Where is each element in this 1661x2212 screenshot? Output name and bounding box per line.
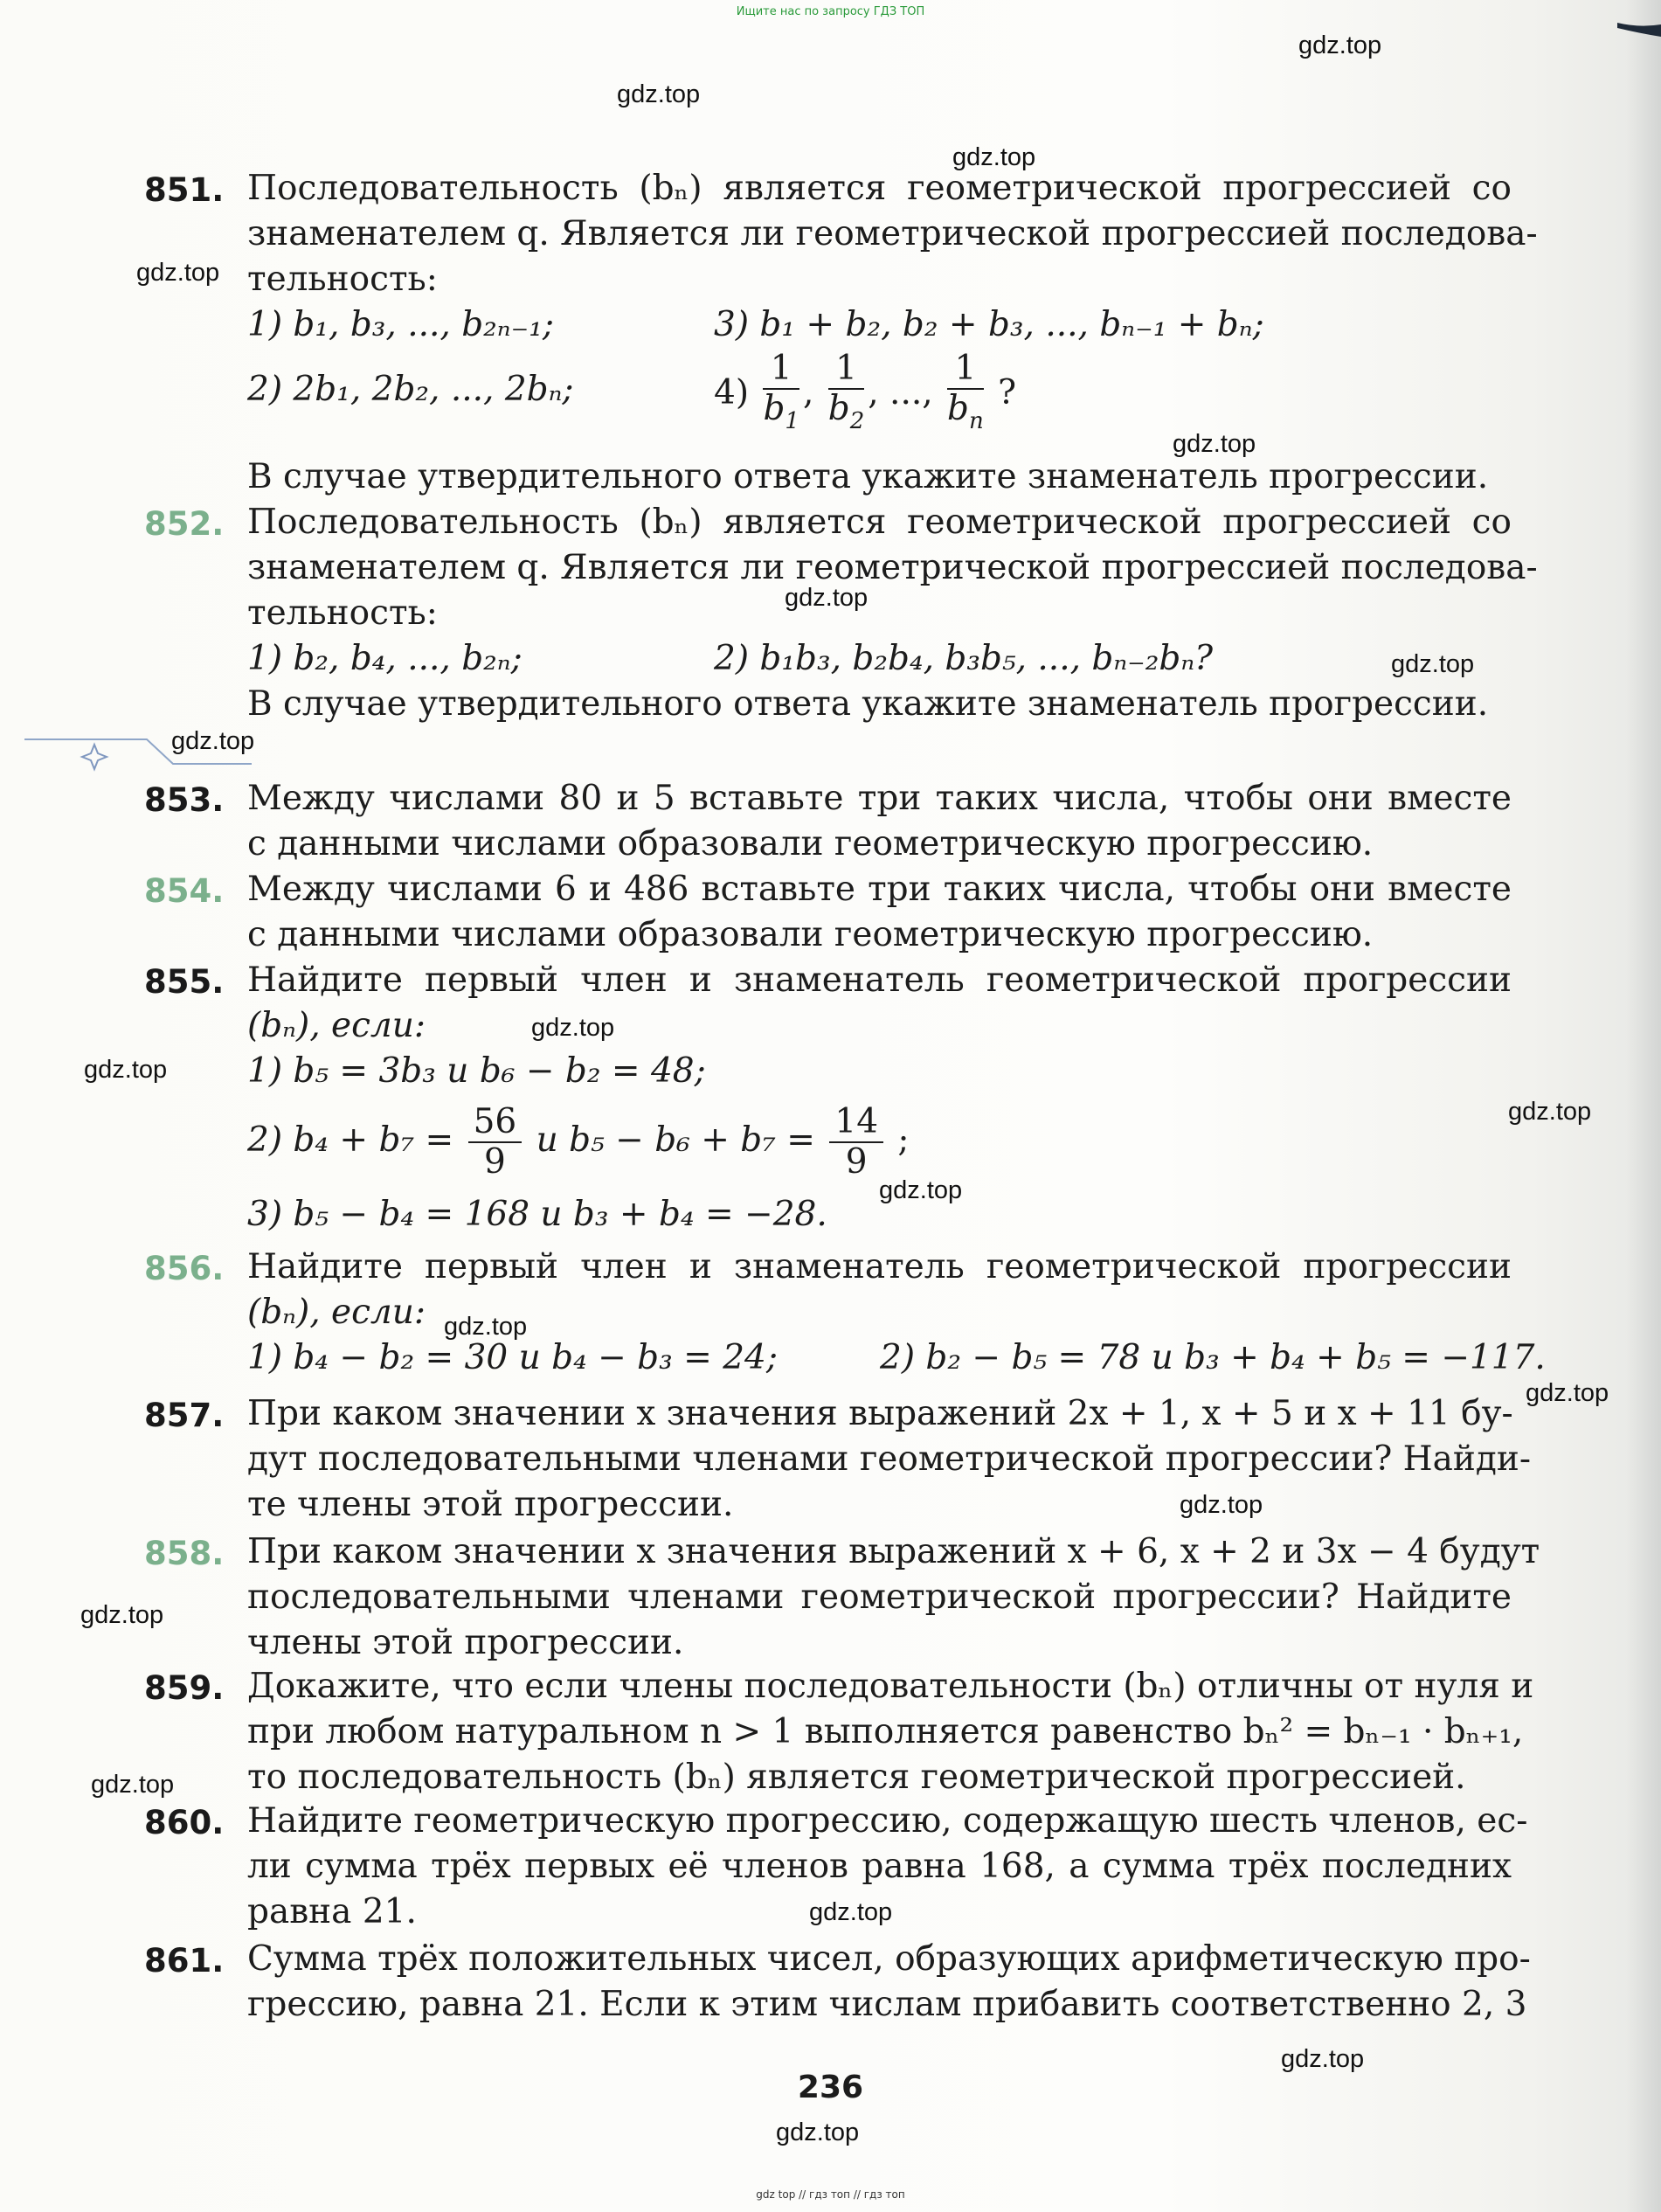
problem-text: В случае утвердительного ответа укажите знаменатель прогрессии.: [247, 684, 1489, 724]
watermark: gdz.top: [444, 1313, 528, 1341]
problem-text: знаменателем q. Является ли геометрической прогрессией последова-: [247, 214, 1538, 253]
problem-number: 854.: [144, 872, 225, 910]
option-2: [247, 1103, 910, 1182]
watermark: gdz.top: [785, 584, 869, 612]
book-spine-shadow: [1626, 0, 1661, 2212]
watermark: gdz.top: [171, 727, 255, 755]
denominator: 9: [845, 1142, 868, 1182]
fraction-1-b2: $\frac{1}{b_2}$: [827, 349, 865, 434]
watermark: gdz.top: [531, 1014, 615, 1042]
fraction-56-9: [468, 1103, 523, 1182]
fraction-1-bn: $\frac{1}{b_n}$: [947, 349, 984, 434]
watermark: gdz.top: [1180, 1491, 1263, 1519]
numerator: 56: [468, 1103, 523, 1143]
watermark: gdz.top: [617, 80, 701, 108]
watermark: gdz.top: [879, 1176, 963, 1204]
equation-part: и b₅ − b₆ + b₇ =: [536, 1120, 815, 1160]
option-2: 2) 2b₁, 2b₂, ..., 2bₙ;: [247, 370, 574, 409]
fraction-1-b1: $\frac{1}{b_1}$: [763, 349, 799, 434]
problem-text: При каком значении x значения выражений 2x + 1, x + 5 и x + 11 бу-: [247, 1394, 1513, 1433]
watermark: gdz.top: [952, 143, 1036, 171]
problem-number: 858.: [144, 1535, 225, 1572]
problem-text: при любом натуральном n > 1 выполняется равенство bₙ² = bₙ₋₁ · bₙ₊₁,: [247, 1712, 1524, 1751]
problem-text: Последовательность (bₙ) является геометрической прогрессией со: [247, 169, 1512, 208]
problem-text: с данными числами образовали геометрическую прогрессию.: [247, 824, 1374, 863]
problem-text: Найдите первый член и знаменатель геометрической прогрессии: [247, 960, 1512, 1000]
watermark: gdz.top: [1508, 1098, 1592, 1126]
watermark: gdz.top: [776, 2118, 860, 2146]
problem-text: ли сумма трёх первых её членов равна 168, а сумма трёх последних: [247, 1847, 1512, 1886]
problem-text: Найдите геометрическую прогрессию, содержащую шесть членов, ес-: [247, 1801, 1528, 1841]
denominator: 9: [483, 1142, 506, 1182]
option-2: 2) b₂ − b₅ = 78 и b₃ + b₄ + b₅ = −117.: [880, 1338, 1546, 1377]
problem-text: с данными числами образовали геометрическую прогрессию.: [247, 915, 1374, 954]
problem-text: В случае утвердительного ответа укажите знаменатель прогрессии.: [247, 457, 1489, 496]
problem-text: тельность:: [247, 593, 438, 633]
watermark: gdz.top: [1281, 2045, 1365, 2073]
problem-text: те члены этой прогрессии.: [247, 1485, 734, 1524]
option-4: 4) $\frac{1}{b_1}$ , $\frac{1}{b_2}$ , ..., $\frac{1}{b_n}$ ?: [714, 350, 1016, 440]
problem-text: равна 21.: [247, 1892, 417, 1931]
problem-number: 855.: [144, 963, 225, 1001]
fraction-14-9: [829, 1103, 883, 1182]
numerator: 14: [829, 1103, 883, 1143]
corner-mark-icon: [1609, 16, 1661, 42]
problem-text: При каком значении x значения выражений x + 6, x + 2 и 3x − 4 будут: [247, 1532, 1540, 1571]
option-1: 1) b₄ − b₂ = 30 и b₄ − b₃ = 24;: [247, 1338, 779, 1377]
problem-number: 852.: [144, 505, 225, 543]
problem-number: 861.: [144, 1942, 225, 1980]
problem-number: 859.: [144, 1669, 225, 1707]
problem-text: грессию, равна 21. Если к этим числам прибавить соответственно 2, 3: [247, 1985, 1527, 2024]
problem-text: члены этой прогрессии.: [247, 1623, 684, 1662]
problem-number: 857.: [144, 1397, 225, 1434]
problem-number: 853.: [144, 781, 225, 819]
option-1: 1) b₂, b₄, ..., b₂ₙ;: [247, 639, 523, 678]
watermark: gdz.top: [1298, 31, 1382, 59]
option-1: 1) b₁, b₃, ..., b₂ₙ₋₁;: [247, 305, 554, 344]
equation-part: ;: [897, 1120, 910, 1160]
problem-number: 860.: [144, 1804, 225, 1841]
question-mark: ?: [998, 373, 1017, 413]
problem-text: Между числами 80 и 5 вставьте три таких числа, чтобы они вместе: [247, 779, 1512, 818]
watermark: gdz.top: [136, 259, 220, 287]
top-banner[interactable]: Ищите нас по запросу ГДЗ ТОП: [736, 5, 925, 18]
problem-text: дут последовательными членами геометрической прогрессии? Найди-: [247, 1439, 1532, 1479]
problem-text: тельность:: [247, 260, 438, 299]
watermark: gdz.top: [91, 1771, 175, 1799]
option-label: 4): [714, 373, 750, 413]
watermark: gdz.top: [1526, 1379, 1609, 1407]
equation-part: 2) b₄ + b₇ =: [247, 1120, 454, 1160]
problem-text: (bₙ), если:: [247, 1293, 426, 1332]
watermark: gdz.top: [80, 1601, 164, 1629]
problem-text: то последовательность (bₙ) является геометрической прогрессией.: [247, 1758, 1466, 1797]
problem-text: (bₙ), если:: [247, 1006, 426, 1045]
problem-text: Сумма трёх положительных чисел, образующих арифметическую про-: [247, 1939, 1531, 1979]
problem-text: Последовательность (bₙ) является геометрической прогрессией со: [247, 503, 1512, 542]
page-number: 236: [797, 2070, 864, 2105]
watermark: gdz.top: [1173, 430, 1256, 458]
problem-number: 856.: [144, 1250, 225, 1287]
problem-text: Докажите, что если члены последовательности (bₙ) отличны от нуля и: [247, 1667, 1534, 1706]
problem-text: Между числами 6 и 486 вставьте три таких числа, чтобы они вместе: [247, 870, 1512, 909]
problem-text: последовательными членами геометрической прогрессии? Найдите: [247, 1578, 1512, 1617]
problem-number: 851.: [144, 171, 225, 209]
footer-banner[interactable]: gdz top // гдз топ // гдз топ: [756, 2188, 905, 2201]
option-1: 1) b₅ = 3b₃ и b₆ − b₂ = 48;: [247, 1051, 706, 1091]
watermark: gdz.top: [809, 1898, 893, 1926]
option-3: 3) b₅ − b₄ = 168 и b₃ + b₄ = −28.: [247, 1195, 827, 1234]
option-2: 2) b₁b₃, b₂b₄, b₃b₅, ..., bₙ₋₂bₙ?: [714, 639, 1214, 678]
watermark: gdz.top: [1391, 650, 1475, 678]
option-3: 3) b₁ + b₂, b₂ + b₃, ..., bₙ₋₁ + bₙ;: [714, 305, 1264, 344]
problem-text: знаменателем q. Является ли геометрической прогрессией последова-: [247, 548, 1538, 587]
watermark: gdz.top: [84, 1056, 168, 1084]
problem-text: Найдите первый член и знаменатель геометрической прогрессии: [247, 1247, 1512, 1286]
